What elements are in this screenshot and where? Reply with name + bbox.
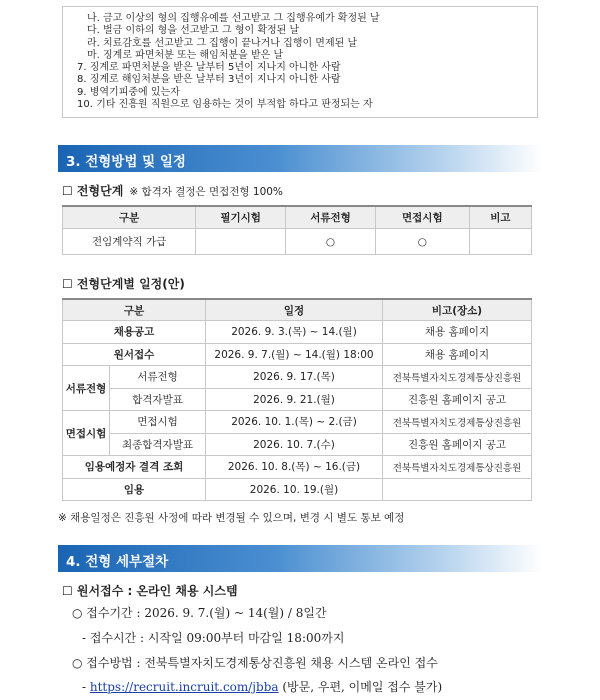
table-cell: 2026. 10. 8.(목) ~ 16.(금) (206, 456, 383, 479)
table-cell: 2026. 9. 21.(월) (206, 388, 383, 411)
table-cell: 전북특별자치도경제통상진흥원 (383, 456, 532, 479)
application-heading: ☐ 원서접수 : 온라인 채용 시스템 (62, 584, 238, 598)
disq-item: 9. 병역기피중에 있는자 (77, 86, 180, 98)
table-cell: 임용 (63, 478, 206, 501)
group-cell: 서류전형 (63, 366, 110, 411)
table-row (63, 321, 532, 344)
application-time: - 접수시간 : 시작일 09:00부터 마감일 18:00까지 (82, 631, 345, 645)
table-cell: 서류전형 (110, 366, 206, 389)
section-3-title: 3. 전형방법 및 일정 (66, 154, 186, 170)
col-header: 일정 (206, 299, 383, 321)
disqualification-box (62, 6, 538, 118)
disq-item: 다. 벌금 이하의 형을 선고받고 그 형이 확정된 날 (87, 25, 300, 37)
table-header-row (63, 299, 532, 321)
col-header: 구분 (63, 299, 206, 321)
table-cell: 2026. 10. 19.(월) (206, 478, 383, 501)
stage-heading-text: ☐ 전형단계 (62, 184, 124, 198)
section-4-title: 4. 전형 세부절차 (66, 554, 169, 570)
table-cell: 채용 홈페이지 (383, 321, 532, 344)
table-cell: 채용 홈페이지 (383, 343, 532, 366)
disq-item: 8. 징계로 해임처분을 받은 날부터 3년이 지나지 아니한 사람 (77, 74, 341, 86)
table-cell: 전임계약직 가급 (63, 229, 196, 255)
link-suffix: (방문, 우편, 이메일 접수 불가) (278, 680, 443, 694)
stage-heading (62, 182, 283, 199)
disq-item: 10. 기타 진흥원 직원으로 임용하는 것이 부적합 하다고 판정되는 자 (77, 99, 373, 111)
table-cell: 전북특별자치도경제통상진흥원 (383, 411, 532, 434)
group-cell: 면접시험 (63, 411, 110, 456)
schedule-footnote: ※ 채용일정은 진흥원 사정에 따라 변경될 수 있으며, 변경 시 별도 통보 예정 (58, 512, 405, 524)
table-cell: 2026. 9. 17.(목) (206, 366, 383, 389)
table-row (63, 433, 532, 456)
table-row (63, 411, 532, 434)
col-header: 서류전형 (286, 206, 376, 229)
application-period: ○ 접수기간 : 2026. 9. 7.(월) ~ 14(월) / 8일간 (72, 606, 327, 620)
table-row (63, 229, 532, 255)
table-cell (196, 229, 286, 255)
table-cell: 전북특별자치도경제통상진흥원 (383, 366, 532, 389)
table-cell: ○ (286, 229, 376, 255)
table-cell: 채용공고 (63, 321, 206, 344)
table-header-row (63, 206, 532, 229)
table-cell (469, 229, 531, 255)
section-3-header (58, 145, 542, 172)
table-cell: 진흥원 홈페이지 공고 (383, 388, 532, 411)
table-cell: 진흥원 홈페이지 공고 (383, 433, 532, 456)
disq-item: 7. 징계로 파면처분을 받은 날부터 5년이 지나지 아니한 사람 (77, 62, 341, 74)
table-cell: 임용예정자 결격 조회 (63, 456, 206, 479)
application-link-line (82, 678, 442, 695)
stage-table (62, 205, 532, 255)
col-header: 비고(장소) (383, 299, 532, 321)
stage-note: ※ 합격자 결정은 면접전형 100% (129, 186, 283, 198)
table-row (63, 478, 532, 501)
table-cell: 2026. 10. 1.(목) ~ 2.(금) (206, 411, 383, 434)
table-cell: 원서접수 (63, 343, 206, 366)
col-header: 면접시험 (375, 206, 469, 229)
table-row (63, 366, 532, 389)
link-prefix: - (82, 680, 90, 694)
table-row (63, 456, 532, 479)
col-header: 비고 (469, 206, 531, 229)
schedule-heading: ☐ 전형단계별 일정(안) (62, 277, 185, 291)
table-row (63, 388, 532, 411)
col-header: 필기시험 (196, 206, 286, 229)
disq-item: 마. 징계로 파면처분 또는 해임처분을 받은 날 (87, 49, 284, 61)
col-header: 구분 (63, 206, 196, 229)
table-cell: 2026. 10. 7.(수) (206, 433, 383, 456)
disq-item: 라. 치료감호를 선고받고 그 집행이 끝나거나 집행이 면제된 날 (87, 37, 358, 49)
recruit-link[interactable]: https://recruit.incruit.com/jbba (89, 680, 279, 694)
application-method: ○ 접수방법 : 전북특별자치도경제통상진흥원 채용 시스템 온라인 접수 (72, 656, 438, 670)
section-4-header (58, 545, 542, 572)
disq-item: 나. 금고 이상의 형의 집행유예를 선고받고 그 집행유예가 확정된 날 (87, 13, 380, 24)
table-cell: 2026. 9. 7.(월) ~ 14.(월) 18:00 (206, 343, 383, 366)
schedule-table (62, 298, 532, 501)
table-cell (383, 478, 532, 501)
table-row (63, 343, 532, 366)
table-cell: ○ (375, 229, 469, 255)
table-cell: 합격자발표 (110, 388, 206, 411)
table-cell: 2026. 9. 3.(목) ~ 14.(월) (206, 321, 383, 344)
table-cell: 면접시험 (110, 411, 206, 434)
table-cell: 최종합격자발표 (110, 433, 206, 456)
